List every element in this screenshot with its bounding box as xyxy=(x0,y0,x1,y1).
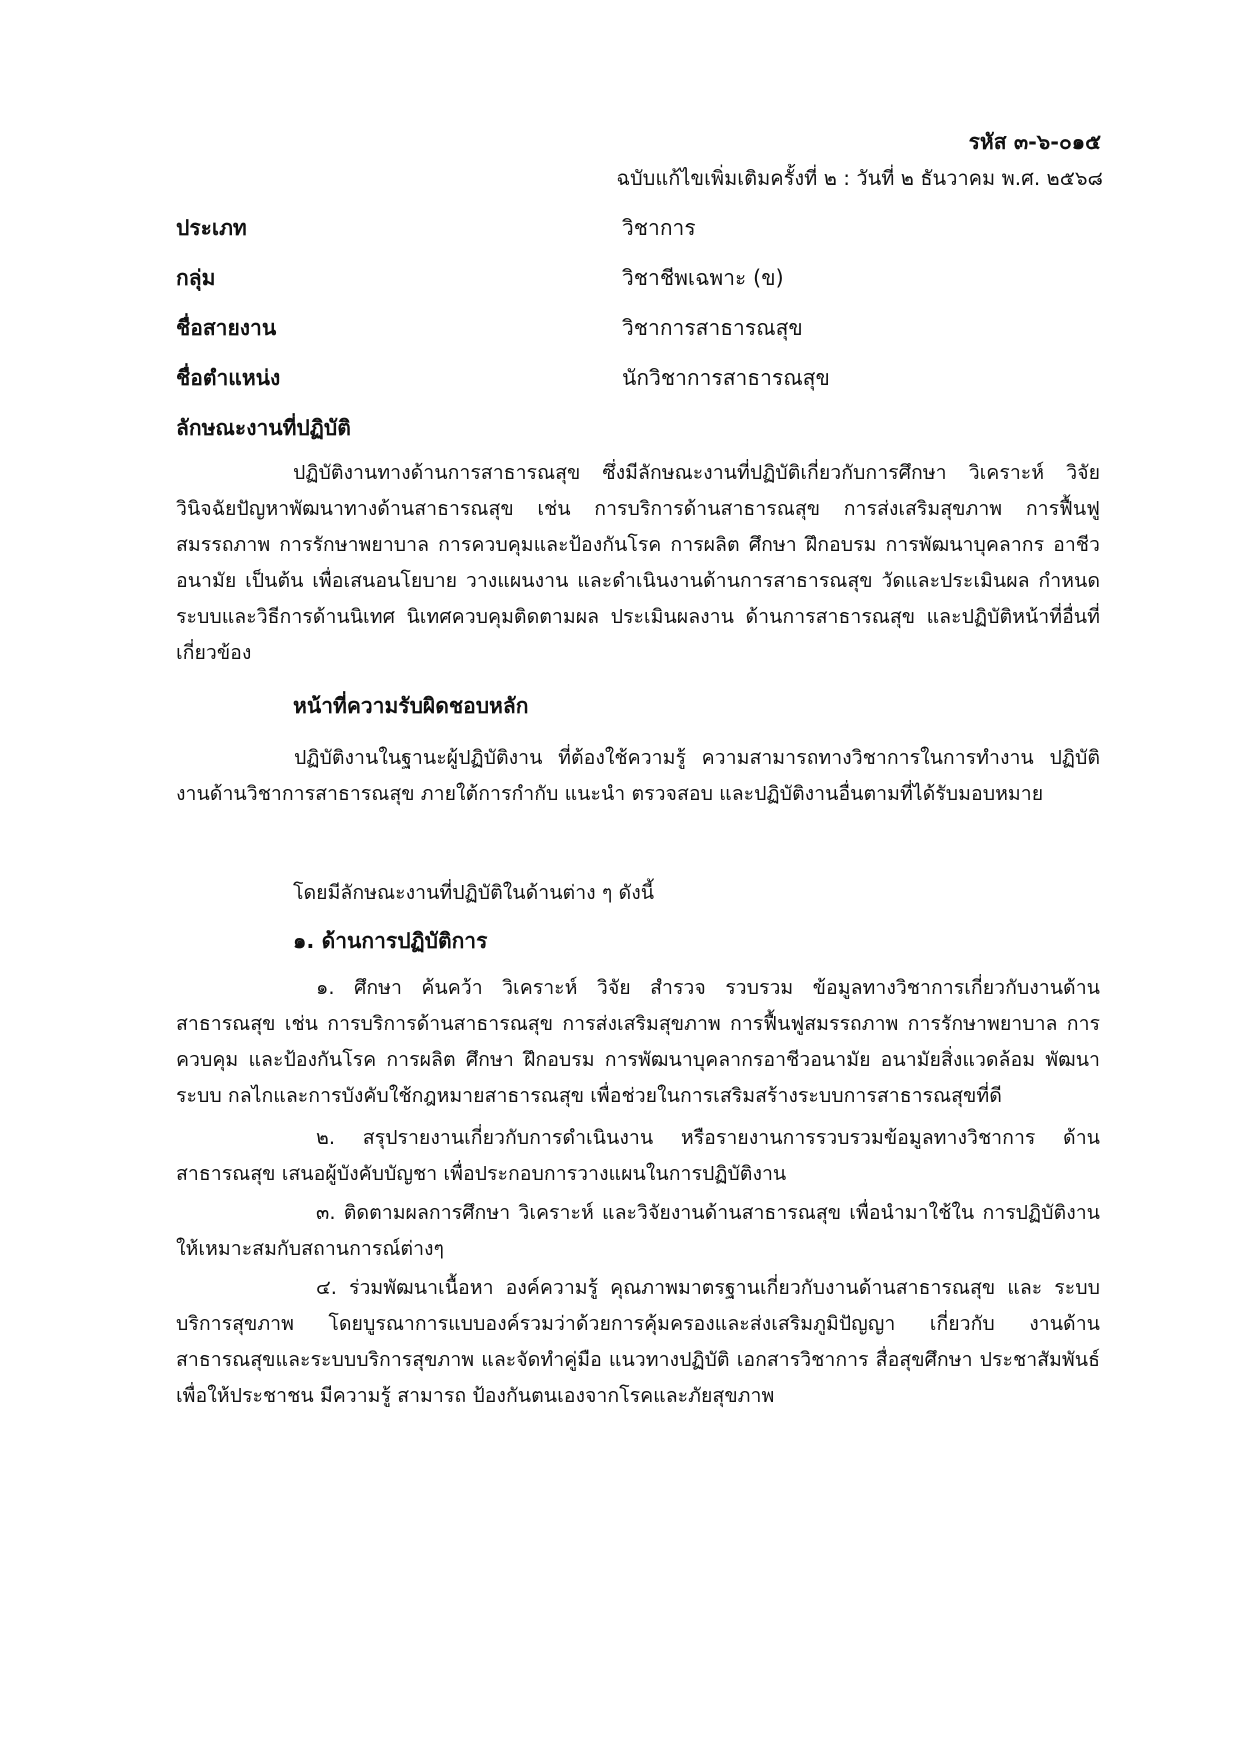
operations-item-3: ๓. ติดตามผลการศึกษา วิเคราะห์ และวิจัยงานด้านสาธารณสุข เพื่อนำมาใช้ใน การปฏิบัติงาน ให้เหมาะสมกับสถานการณ์ต่างๆ xyxy=(176,1201,1100,1260)
meta-label-line: ชื่อสายงาน xyxy=(176,316,277,340)
revision-note: ฉบับแก้ไขเพิ่มเติมครั้งที่ ๒ : วันที่ ๒ ธันวาคม พ.ศ. ๒๕๖๘ xyxy=(616,166,1103,190)
heading-operations: ๑. ด้านการปฏิบัติการ xyxy=(293,929,488,953)
operations-item-4: ๔. ร่วมพัฒนาเนื้อหา องค์ความรู้ คุณภาพมาตรฐานเกี่ยวกับงานด้านสาธารณสุข และ ระบบบริการสุขภาพ โดยบูรณาการแบบองค์รวมว่าด้วยการคุ้มครองและส่งเสริมภูมิปัญญา เกี่ยวกับ งานด้านสาธารณสุขและระบบบริการสุขภาพ และจัดทำคู่มือ แนวทางปฏิบัติ เอกสารวิชาการ สื่อสุขศึกษา ประชาสัมพันธ์ เพื่อให้ประชาชน มีความรู้ สามารถ ป้องกันตนเองจากโรคและภัยสุขภาพ xyxy=(176,1276,1100,1407)
meta-value-type: วิชาการ xyxy=(622,216,696,240)
meta-value-group: วิชาชีพเฉพาะ (ข) xyxy=(622,266,784,290)
operations-item-2: ๒. สรุปรายงานเกี่ยวกับการดำเนินงาน หรือรายงานการรวบรวมข้อมูลทางวิชาการ ด้านสาธารณสุข เสนอผู้บังคับบัญชา เพื่อประกอบการวางแผนในการปฏิบัติงาน xyxy=(176,1126,1100,1185)
heading-duties: หน้าที่ความรับผิดชอบหลัก xyxy=(293,694,529,718)
document-code: รหัส ๓-๖-๐๑๕ xyxy=(968,130,1101,154)
meta-label-type: ประเภท xyxy=(176,216,247,240)
operations-item-1: ๑. ศึกษา ค้นคว้า วิเคราะห์ วิจัย สำรวจ รวบรวม ข้อมูลทางวิชาการเกี่ยวกับงานด้านสาธารณสุข เช่น การบริการด้านสาธารณสุข การส่งเสริมสุขภาพ การฟื้นฟูสมรรถภาพ การรักษาพยาบาล การควบคุม และป้องกันโรค การผลิต ศึกษา ฝึกอบรม การพัฒนาบุคลากรอาชีวอนามัย อนามัยสิ่งแวดล้อม พัฒนาระบบ กลไกและการบังคับใช้กฎหมายสาธารณสุข เพื่อช่วยในการเสริมสร้างระบบการสาธารณสุขที่ดี xyxy=(176,976,1100,1107)
meta-value-position: นักวิชาการสาธารณสุข xyxy=(622,366,830,390)
meta-label-position: ชื่อตำแหน่ง xyxy=(176,366,281,390)
paragraph-work-nature: ปฏิบัติงานทางด้านการสาธารณสุข ซึ่งมีลักษณะงานที่ปฏิบัติเกี่ยวกับการศึกษา วิเคราะห์ วิจัย วินิจฉัยปัญหาพัฒนาทางด้านสาธารณสุข เช่น การบริการด้านสาธารณสุข การส่งเสริมสุขภาพ การฟื้นฟูสมรรถภาพ การรักษาพยาบาล การควบคุมและป้องกันโรค การผลิต ศึกษา ฝึกอบรม การพัฒนาบุคลากร อาชีวอนามัย เป็นต้น เพื่อเสนอนโยบาย วางแผนงาน และดำเนินงานด้านการสาธารณสุข วัดและประเมินผล กำหนดระบบและวิธีการด้านนิเทศ นิเทศควบคุมติดตามผล ประเมินผลงาน ด้านการสาธารณสุข และปฏิบัติหน้าที่อื่นที่เกี่ยวข้อง xyxy=(176,461,1100,664)
duties-intro: โดยมีลักษณะงานที่ปฏิบัติในด้านต่าง ๆ ดังนี้ xyxy=(293,881,655,904)
paragraph-duties: ปฏิบัติงานในฐานะผู้ปฏิบัติงาน ที่ต้องใช้ความรู้ ความสามารถทางวิชาการในการทำงาน ปฏิบัติงานด้านวิชาการสาธารณสุข ภายใต้การกำกับ แนะนำ ตรวจสอบ และปฏิบัติงานอื่นตามที่ได้รับมอบหมาย xyxy=(176,746,1100,805)
heading-work-nature: ลักษณะงานที่ปฏิบัติ xyxy=(176,416,351,440)
meta-value-line: วิชาการสาธารณสุข xyxy=(622,316,803,340)
meta-label-group: กลุ่ม xyxy=(176,266,216,290)
